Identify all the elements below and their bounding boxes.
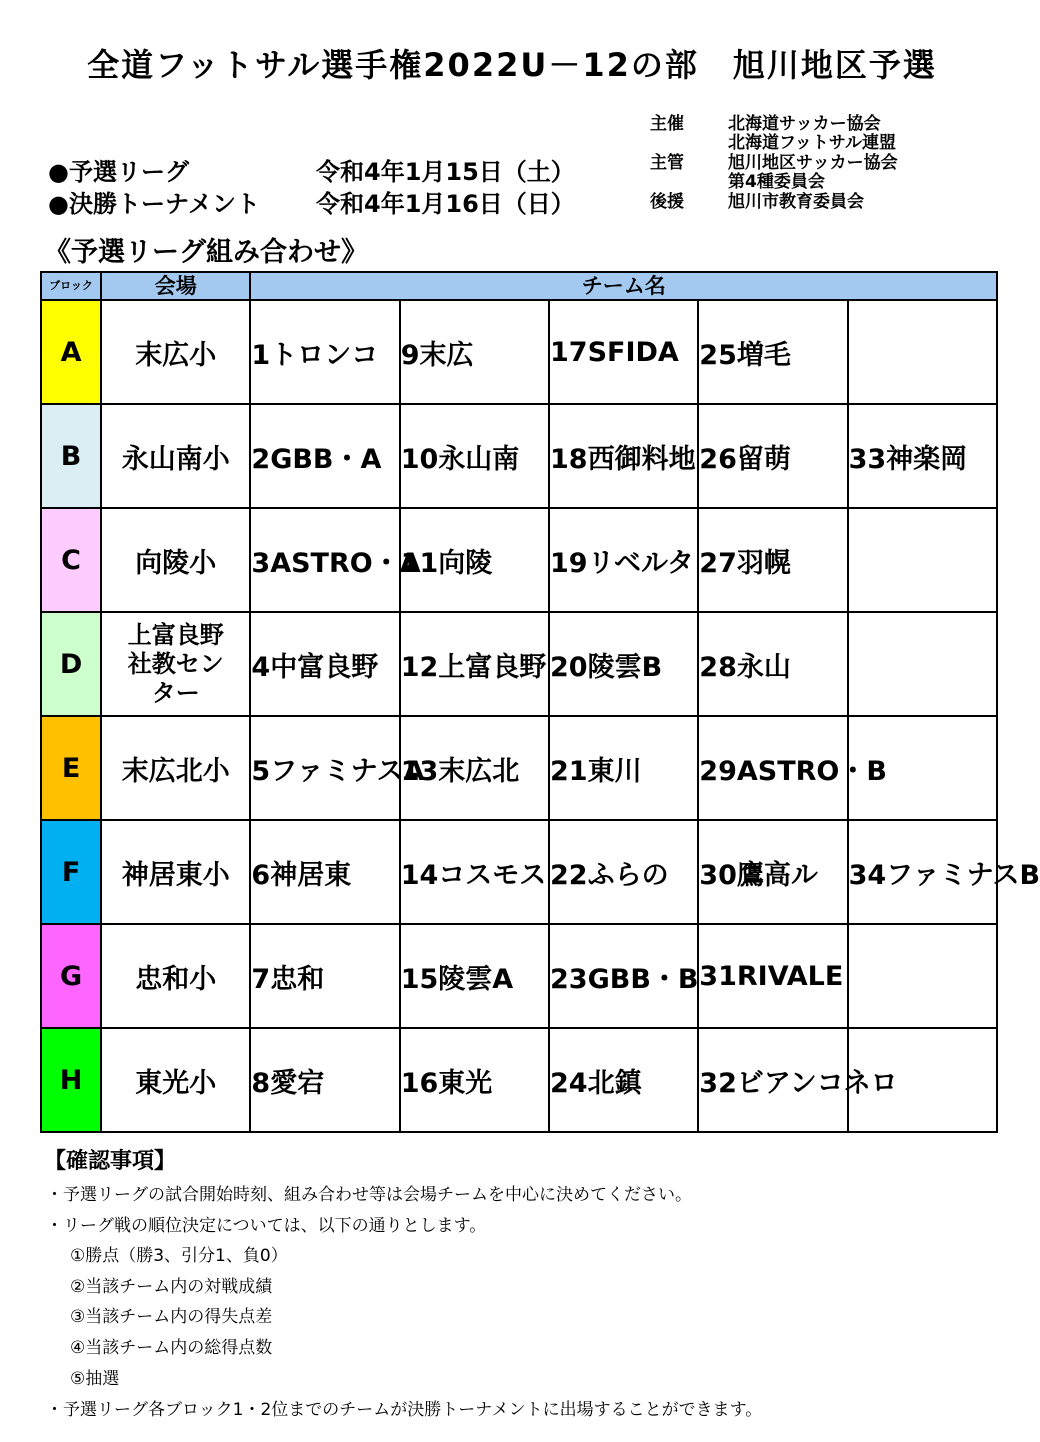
venue-cell: 末広小 <box>101 300 250 404</box>
team-cell: 27羽幌 <box>698 508 847 612</box>
team-cell: 34ファミナスB <box>848 820 997 924</box>
team-cell: 11向陵 <box>400 508 549 612</box>
support-label: 後援 <box>650 192 684 212</box>
team-cell: 29ASTRO・B <box>698 716 847 820</box>
team-cell <box>848 300 997 404</box>
team-cell: 5ファミナスA <box>250 716 399 820</box>
team-cell <box>848 612 997 716</box>
team-cell: 14コスモス <box>400 820 549 924</box>
team-cell: 33神楽岡 <box>848 404 997 508</box>
team-cell: 2GBB・A <box>250 404 399 508</box>
venue-line: 上富良野 <box>127 620 224 649</box>
team-cell: 26留萌 <box>698 404 847 508</box>
manager-label: 主管 <box>650 153 684 173</box>
team-cell: 31RIVALE <box>698 924 847 1028</box>
block-row <box>41 508 997 612</box>
schedule-label: ●予選リーグ <box>48 158 189 186</box>
team-cell: 32ビアンコネロ <box>698 1028 847 1132</box>
schedule-date: 令和4年1月15日（土） <box>316 158 575 186</box>
team-cell <box>848 924 997 1028</box>
team-cell: 15陵雲A <box>400 924 549 1028</box>
schedule-date: 令和4年1月16日（日） <box>316 190 575 218</box>
note-8: ・予選リーグ各ブロック1・2位までのチームが決勝トーナメントに出場することができます。 <box>46 1400 763 1420</box>
block-cell: D <box>41 612 101 716</box>
block-row <box>41 1028 997 1132</box>
team-cell: 30鷹高ル <box>698 820 847 924</box>
host-label: 主催 <box>650 114 684 134</box>
team-cell: 12上富良野 <box>400 612 549 716</box>
block-cell: C <box>41 508 101 612</box>
note-2: ・リーグ戦の順位決定については、以下の通りとします。 <box>46 1216 487 1236</box>
team-cell: 25増毛 <box>698 300 847 404</box>
block-row <box>41 404 997 508</box>
block-row <box>41 300 997 404</box>
venue-cell <box>101 612 250 716</box>
note-6: ④当該チーム内の総得点数 <box>70 1338 273 1358</box>
team-cell: 17SFIDA <box>549 300 698 404</box>
block-row <box>41 716 997 820</box>
team-cell: 24北鎮 <box>549 1028 698 1132</box>
team-cell: 16東光 <box>400 1028 549 1132</box>
league-table <box>40 271 1040 1133</box>
schedule-final <box>48 184 575 219</box>
section-title: 《予選リーグ組み合わせ》 <box>44 237 368 268</box>
team-cell: 7忠和 <box>250 924 399 1028</box>
team-cell: 10永山南 <box>400 404 549 508</box>
team-cell: 3ASTRO・A <box>250 508 399 612</box>
block-cell: E <box>41 716 101 820</box>
host-2: 北海道フットサル連盟 <box>728 133 896 153</box>
note-4: ②当該チーム内の対戦成績 <box>70 1277 273 1297</box>
team-cell: 23GBB・B <box>549 924 698 1028</box>
venue-line: ター <box>151 678 200 707</box>
note-7: ⑤抽選 <box>70 1369 120 1389</box>
manager-2: 第4種委員会 <box>728 172 825 192</box>
team-cell: 8愛宕 <box>250 1028 399 1132</box>
venue-line: 社教セン <box>127 649 224 678</box>
block-cell: G <box>41 924 101 1028</box>
block-cell: H <box>41 1028 101 1132</box>
header-row <box>41 272 997 300</box>
note-1: ・予選リーグの試合開始時刻、組み合わせ等は会場チームを中心に決めてください。 <box>46 1185 692 1205</box>
support-1: 旭川市教育委員会 <box>728 192 864 212</box>
venue-cell: 神居東小 <box>101 820 250 924</box>
venue-cell: 東光小 <box>101 1028 250 1132</box>
team-cell: 4中富良野 <box>250 612 399 716</box>
block-cell: A <box>41 300 101 404</box>
team-cell: 22ふらの <box>549 820 698 924</box>
venue-cell: 向陵小 <box>101 508 250 612</box>
team-cell: 21東川 <box>549 716 698 820</box>
block-cell: F <box>41 820 101 924</box>
team-cell: 6神居東 <box>250 820 399 924</box>
team-cell: 1トロンコ <box>250 300 399 404</box>
venue-cell: 末広北小 <box>101 716 250 820</box>
note-3: ①勝点（勝3、引分1、負0） <box>70 1246 288 1266</box>
header-block: ブロック <box>41 272 101 300</box>
confirm-title: 【確認事項】 <box>44 1149 177 1174</box>
venue-cell: 忠和小 <box>101 924 250 1028</box>
schedule-prelim <box>48 152 575 187</box>
host-1: 北海道サッカー協会 <box>728 114 881 134</box>
manager-1: 旭川地区サッカー協会 <box>728 153 898 173</box>
team-cell: 13末広北 <box>400 716 549 820</box>
block-row <box>41 924 997 1028</box>
team-cell <box>848 508 997 612</box>
team-cell: 19リベルタ <box>549 508 698 612</box>
page-title: 全道フットサル選手権2022U－12の部 旭川地区予選 <box>87 46 937 84</box>
team-cell: 20陵雲B <box>549 612 698 716</box>
team-cell: 18西御料地 <box>549 404 698 508</box>
header-venue: 会場 <box>101 272 250 300</box>
header-teams: チーム名 <box>250 272 997 300</box>
team-cell: 28永山 <box>698 612 847 716</box>
block-row <box>41 820 997 924</box>
venue-cell: 永山南小 <box>101 404 250 508</box>
block-row <box>41 612 997 716</box>
block-cell: B <box>41 404 101 508</box>
schedule-label: ●決勝トーナメント <box>48 190 260 218</box>
note-5: ③当該チーム内の得失点差 <box>70 1307 273 1327</box>
team-cell: 9末広 <box>400 300 549 404</box>
